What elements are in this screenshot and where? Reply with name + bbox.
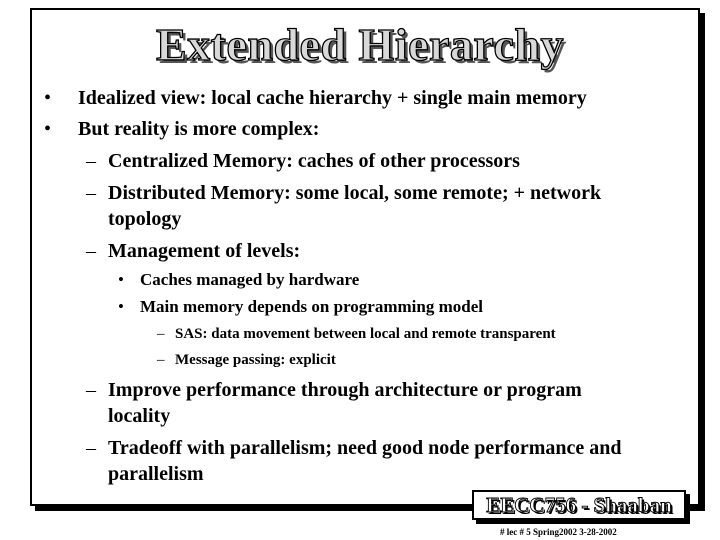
bullet-marker: •: [118, 297, 124, 316]
sub-bullet-continuation: locality: [108, 405, 171, 427]
dash-marker: –: [86, 240, 96, 262]
bullet-text: But reality is more complex:: [78, 118, 320, 140]
sub-bullet-text: Centralized Memory: caches of other processors: [108, 150, 520, 172]
dash-marker: –: [157, 352, 165, 368]
course-badge-text: EECC756 - Shaaban: [486, 493, 672, 517]
slide-title: Extended Hierarchy: [155, 19, 565, 70]
sub-bullet-text: Management of levels:: [108, 240, 301, 262]
sub-bullet-text: Improve performance through architecture or program: [108, 379, 582, 401]
sub-sub-bullet-text: Main memory depends on programming model: [140, 297, 483, 316]
bullet-marker: •: [44, 87, 52, 109]
level4-text: Message passing: explicit: [175, 352, 336, 368]
level4-text: SAS: data movement between local and remote transparent: [175, 326, 556, 342]
sub-bullet-continuation: parallelism: [108, 463, 204, 485]
bullet-marker: •: [118, 270, 124, 289]
sub-bullet-text: Distributed Memory: some local, some remote; + network: [108, 182, 602, 204]
dash-marker: –: [157, 326, 165, 342]
dash-marker: –: [86, 150, 96, 172]
dash-marker: –: [86, 437, 96, 459]
sub-sub-bullet-text: Caches managed by hardware: [140, 270, 360, 289]
sub-bullet-continuation: topology: [108, 208, 182, 230]
course-badge: [472, 490, 686, 520]
dash-marker: –: [86, 182, 96, 204]
bullet-marker: •: [44, 118, 52, 140]
bullet-text: Idealized view: local cache hierarchy + single main memory: [78, 87, 587, 109]
lecture-footer: # lec # 5 Spring2002 3-28-2002: [500, 527, 617, 537]
sub-bullet-text: Tradeoff with parallelism; need good node performance and: [108, 437, 622, 459]
dash-marker: –: [86, 379, 96, 401]
